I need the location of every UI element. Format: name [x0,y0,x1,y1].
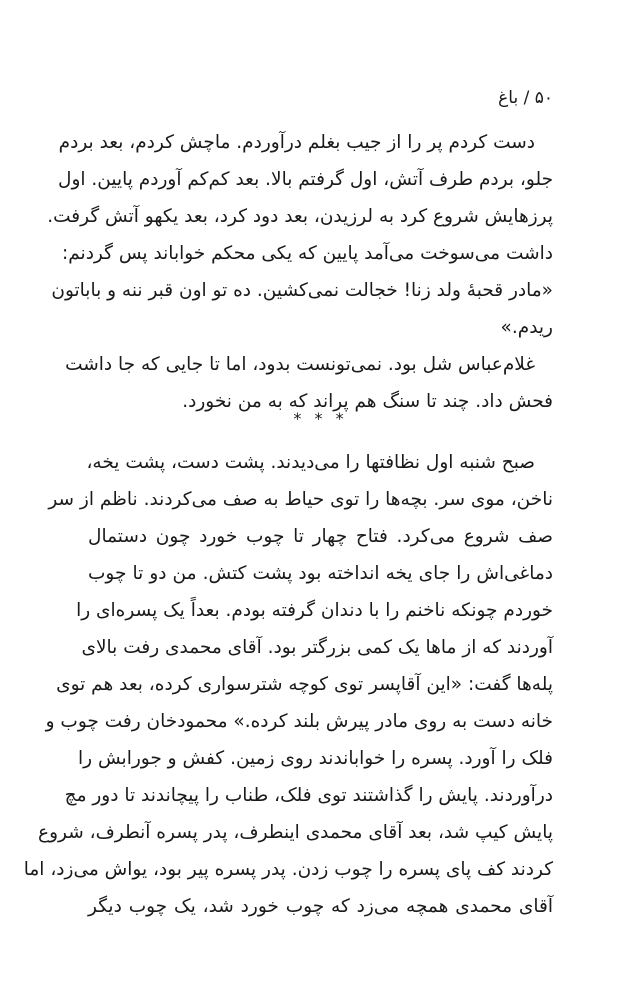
text-line: فلک را آورد. پسره را خواباندند روی زمین. کفش و جورابش را [78,748,553,769]
text-line: صف شروع می‌کرد. فتاح چهار تا چوب خورد چون دستمال [88,526,553,547]
section-separator: * * * [293,409,348,428]
text-line: آوردند که از ماها یک کمی بزرگتر بود. آقای محمدی رفت بالای [81,637,553,658]
text-line: ناخن، موی سر. بچه‌ها را توی حیاط به صف می‌کردند. ناظم از سر [48,489,553,510]
text-line: پله‌ها گفت: «این آقاپسر توی کوچه شترسواری کرده، بعد هم توی [56,674,553,695]
text-line: «مادر قحبهٔ ولد زنا! خجالت نمی‌کشین. ده تو اون قبر ننه و باباتون [51,280,553,301]
text-line: خانه دست به روی مادر پیرش بلند کرده.» محمودخان رفت چوب و [45,711,553,732]
text-line: ریدم.» [500,317,553,338]
text-line: صبح شنبه اول نظافتها را می‌دیدند. پشت دست، پشت یخه، [86,452,535,473]
text-line: داشت می‌سوخت می‌آمد پایین که یکی محکم خواباند پس گردنم: [62,243,553,264]
text-line: کردند کف پای پسره را چوب زدن. پدر پسره پیر بود، یواش می‌زد، اما [23,859,553,880]
text-line: آقای محمدی همچه می‌زد که چوب خورد شد، یک چوب دیگر [88,896,553,917]
text-line: دماغی‌اش را جای یخه انداخته بود پشت کتش. من دو تا چوب [88,563,553,584]
text-line: خوردم چونکه ناخنم را با دندان گرفته بودم. بعداً یک پسره‌ای را [76,600,553,621]
text-line: پرزهایش شروع کرد به لرزیدن، بعد دود کرد، بعد یکهو آتش گرفت. [47,206,553,227]
text-line: دست کردم پر را از جیب بغلم درآوردم. ماچش کردم، بعد بردم [58,132,535,153]
text-line: غلام‌عباس شل بود. نمی‌تونست بدود، اما تا جایی که جا داشت [65,354,535,375]
text-line: فحش داد. چند تا سنگ هم پراند که به من نخورد. [182,391,553,412]
text-line: جلو، بردم طرف آتش، اول گرفتم بالا. بعد کم‌کم آوردم پایین. اول [58,169,553,190]
page-header: ۵۰ / باغ [498,88,553,108]
text-line: پایش کیپ شد، بعد آقای محمدی اینطرف، پدر پسره آنطرف، شروع [38,822,553,843]
text-line: درآوردند. پایش را گذاشتند توی فلک، طناب را پیچاندند تا دور مچ [64,785,553,806]
